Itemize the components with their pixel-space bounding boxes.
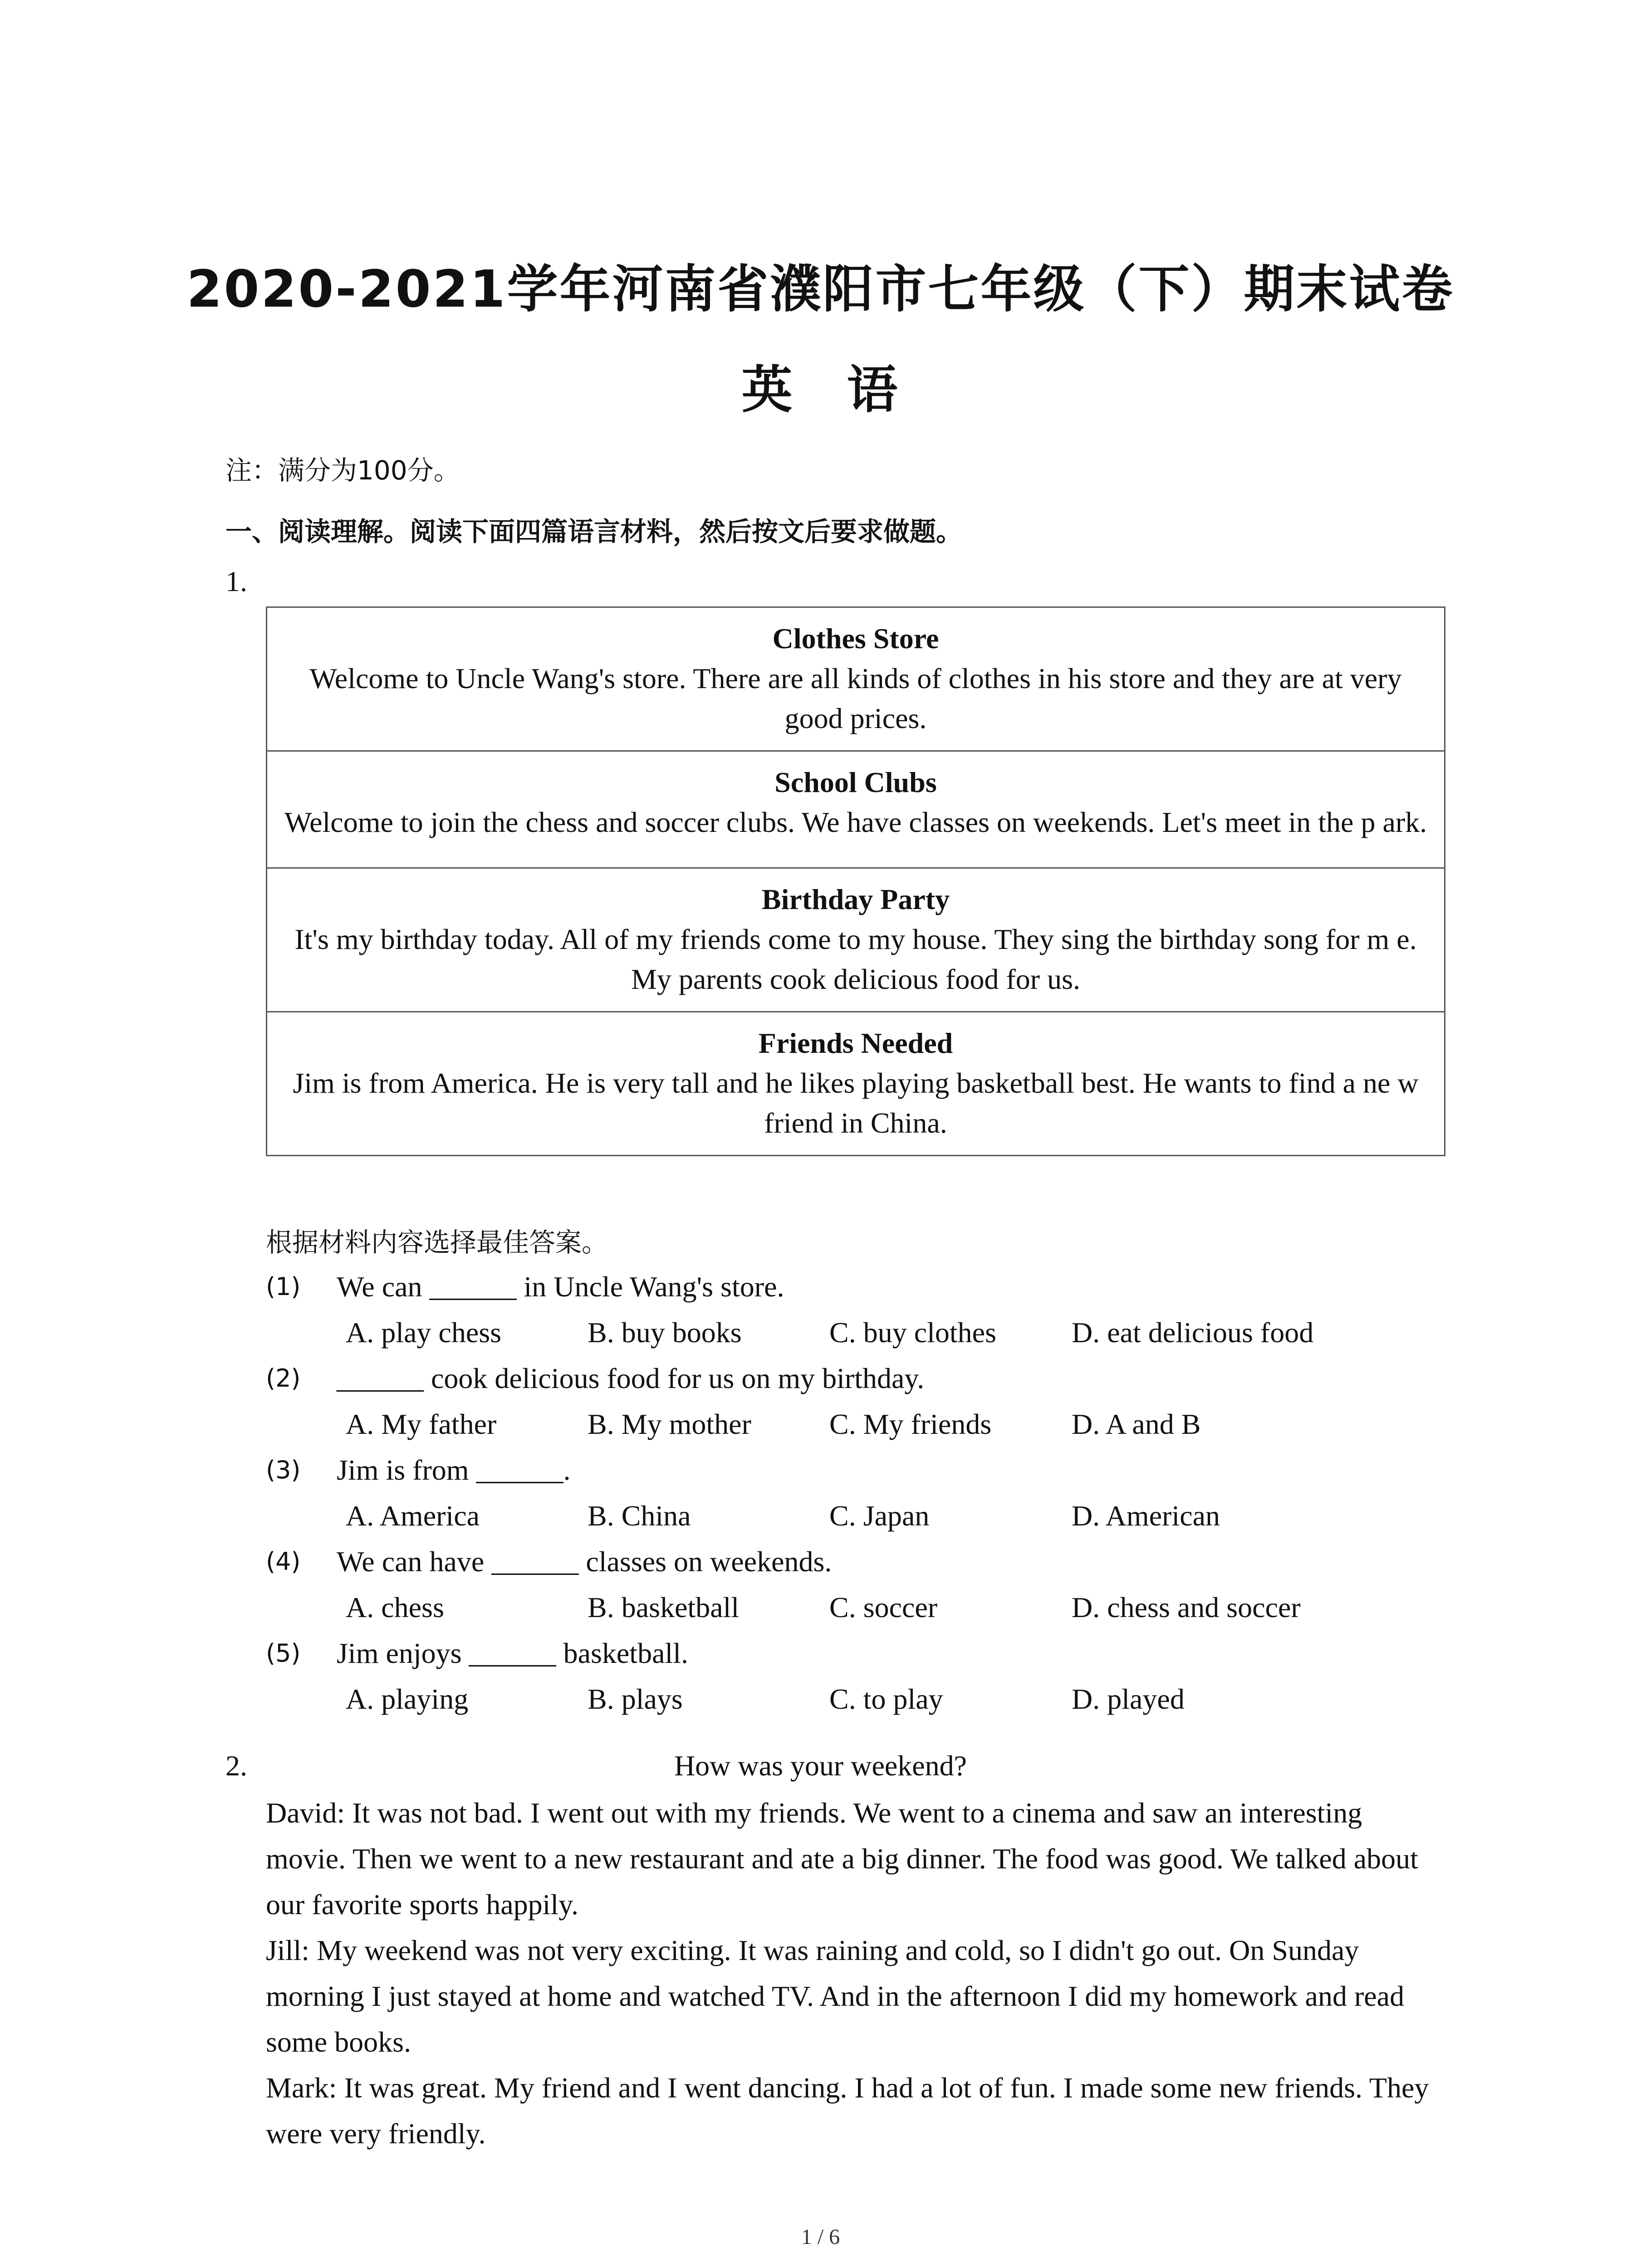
- notice-body: It's my birthday today. All of my friends come to my house. They sing the birthday song for m e. My parents cook delicious food for us.: [294, 923, 1417, 995]
- question-stem: We can have ______ classes on weekends.: [337, 1545, 832, 1578]
- option-c: C. soccer: [829, 1591, 938, 1623]
- table-row: [267, 607, 1445, 751]
- notice-body: Welcome to Uncle Wang's store. There are all kinds of clothes in his store and they are at very good prices.: [309, 662, 1402, 734]
- notice-body: Welcome to join the chess and soccer clubs. We have classes on weekends. Let's meet in the p ark.: [284, 806, 1427, 838]
- instruction: 根据材料内容选择最佳答案。: [266, 1227, 608, 1258]
- table-row: [267, 1012, 1445, 1156]
- option-a: A. America: [346, 1500, 480, 1532]
- question-number: (2): [266, 1364, 301, 1393]
- notice-title: Friends Needed: [758, 1027, 953, 1059]
- table-row: [267, 751, 1445, 868]
- passage-title: How was your weekend?: [674, 1750, 967, 1782]
- notice-title: Birthday Party: [761, 883, 950, 915]
- question-number: (4): [266, 1547, 301, 1576]
- option-a: A. chess: [346, 1591, 444, 1623]
- option-c: C. Japan: [829, 1500, 930, 1532]
- option-d: D. eat delicious food: [1072, 1316, 1314, 1349]
- passage-paragraph-mark: Mark: It was great. My friend and I went dancing. I had a lot of fun. I made some new friends. They were very friendly.: [266, 2072, 1429, 2150]
- notice-cell: [267, 751, 1445, 868]
- notice-title: School Clubs: [774, 766, 937, 798]
- page-number: 1 / 6: [801, 2225, 840, 2249]
- option-b: B. My mother: [588, 1408, 751, 1440]
- notice-title: Clothes Store: [772, 622, 939, 655]
- option-a: A. My father: [346, 1408, 497, 1440]
- table-row: [267, 868, 1445, 1012]
- option-a: A. play chess: [346, 1316, 502, 1349]
- option-b: B. basketball: [588, 1591, 740, 1623]
- option-c: C. buy clothes: [829, 1316, 996, 1349]
- notice-cell: [267, 1012, 1445, 1156]
- question-2-number: 2.: [225, 1750, 247, 1782]
- question-stem: Jim is from ______.: [337, 1454, 571, 1486]
- question-stem: We can ______ in Uncle Wang's store.: [337, 1271, 784, 1303]
- notice-cell: [267, 868, 1445, 1012]
- notice-body: Jim is from America. He is very tall and he likes playing basketball best. He wants to find a ne w friend in China.: [293, 1067, 1419, 1139]
- notice-table: [266, 606, 1445, 1156]
- option-c: C. My friends: [829, 1408, 992, 1440]
- score-note: 注：满分为100分。: [225, 455, 460, 486]
- section-1-heading: 一、阅读理解。阅读下面四篇语言材料，然后按文后要求做题。: [225, 516, 963, 547]
- subject-title: 英 语: [741, 361, 900, 420]
- question-number: (3): [266, 1456, 301, 1484]
- option-b: B. buy books: [588, 1316, 742, 1349]
- question-stem: Jim enjoys ______ basketball.: [337, 1637, 689, 1669]
- option-b: B. China: [588, 1500, 691, 1532]
- question-number: (1): [266, 1272, 301, 1301]
- option-d: D. A and B: [1072, 1408, 1201, 1440]
- option-c: C. to play: [829, 1683, 943, 1715]
- question-stem: ______ cook delicious food for us on my birthday.: [337, 1362, 925, 1394]
- question-number: (5): [266, 1639, 301, 1667]
- exam-title: 2020-2021学年河南省濮阳市七年级（下）期末试卷: [186, 260, 1455, 319]
- option-d: D. American: [1072, 1500, 1220, 1532]
- passage-paragraph-jill: Jill: My weekend was not very exciting. It was raining and cold, so I didn't go out. On Sunday morning I just stayed at home and watched TV. And in the afternoon I did my homework and read some books.: [266, 1934, 1405, 2058]
- notice-cell: [267, 607, 1445, 751]
- question-1-number: 1.: [225, 565, 247, 597]
- option-d: D. played: [1072, 1683, 1185, 1715]
- passage-paragraph-david: David: It was not bad. I went out with my friends. We went to a cinema and saw an interesting movie. Then we went to a new restaurant and ate a big dinner. The food was good. We talked about our favorite sports happily.: [266, 1797, 1418, 1921]
- option-a: A. playing: [346, 1683, 469, 1715]
- option-b: B. plays: [588, 1683, 683, 1715]
- option-d: D. chess and soccer: [1072, 1591, 1301, 1623]
